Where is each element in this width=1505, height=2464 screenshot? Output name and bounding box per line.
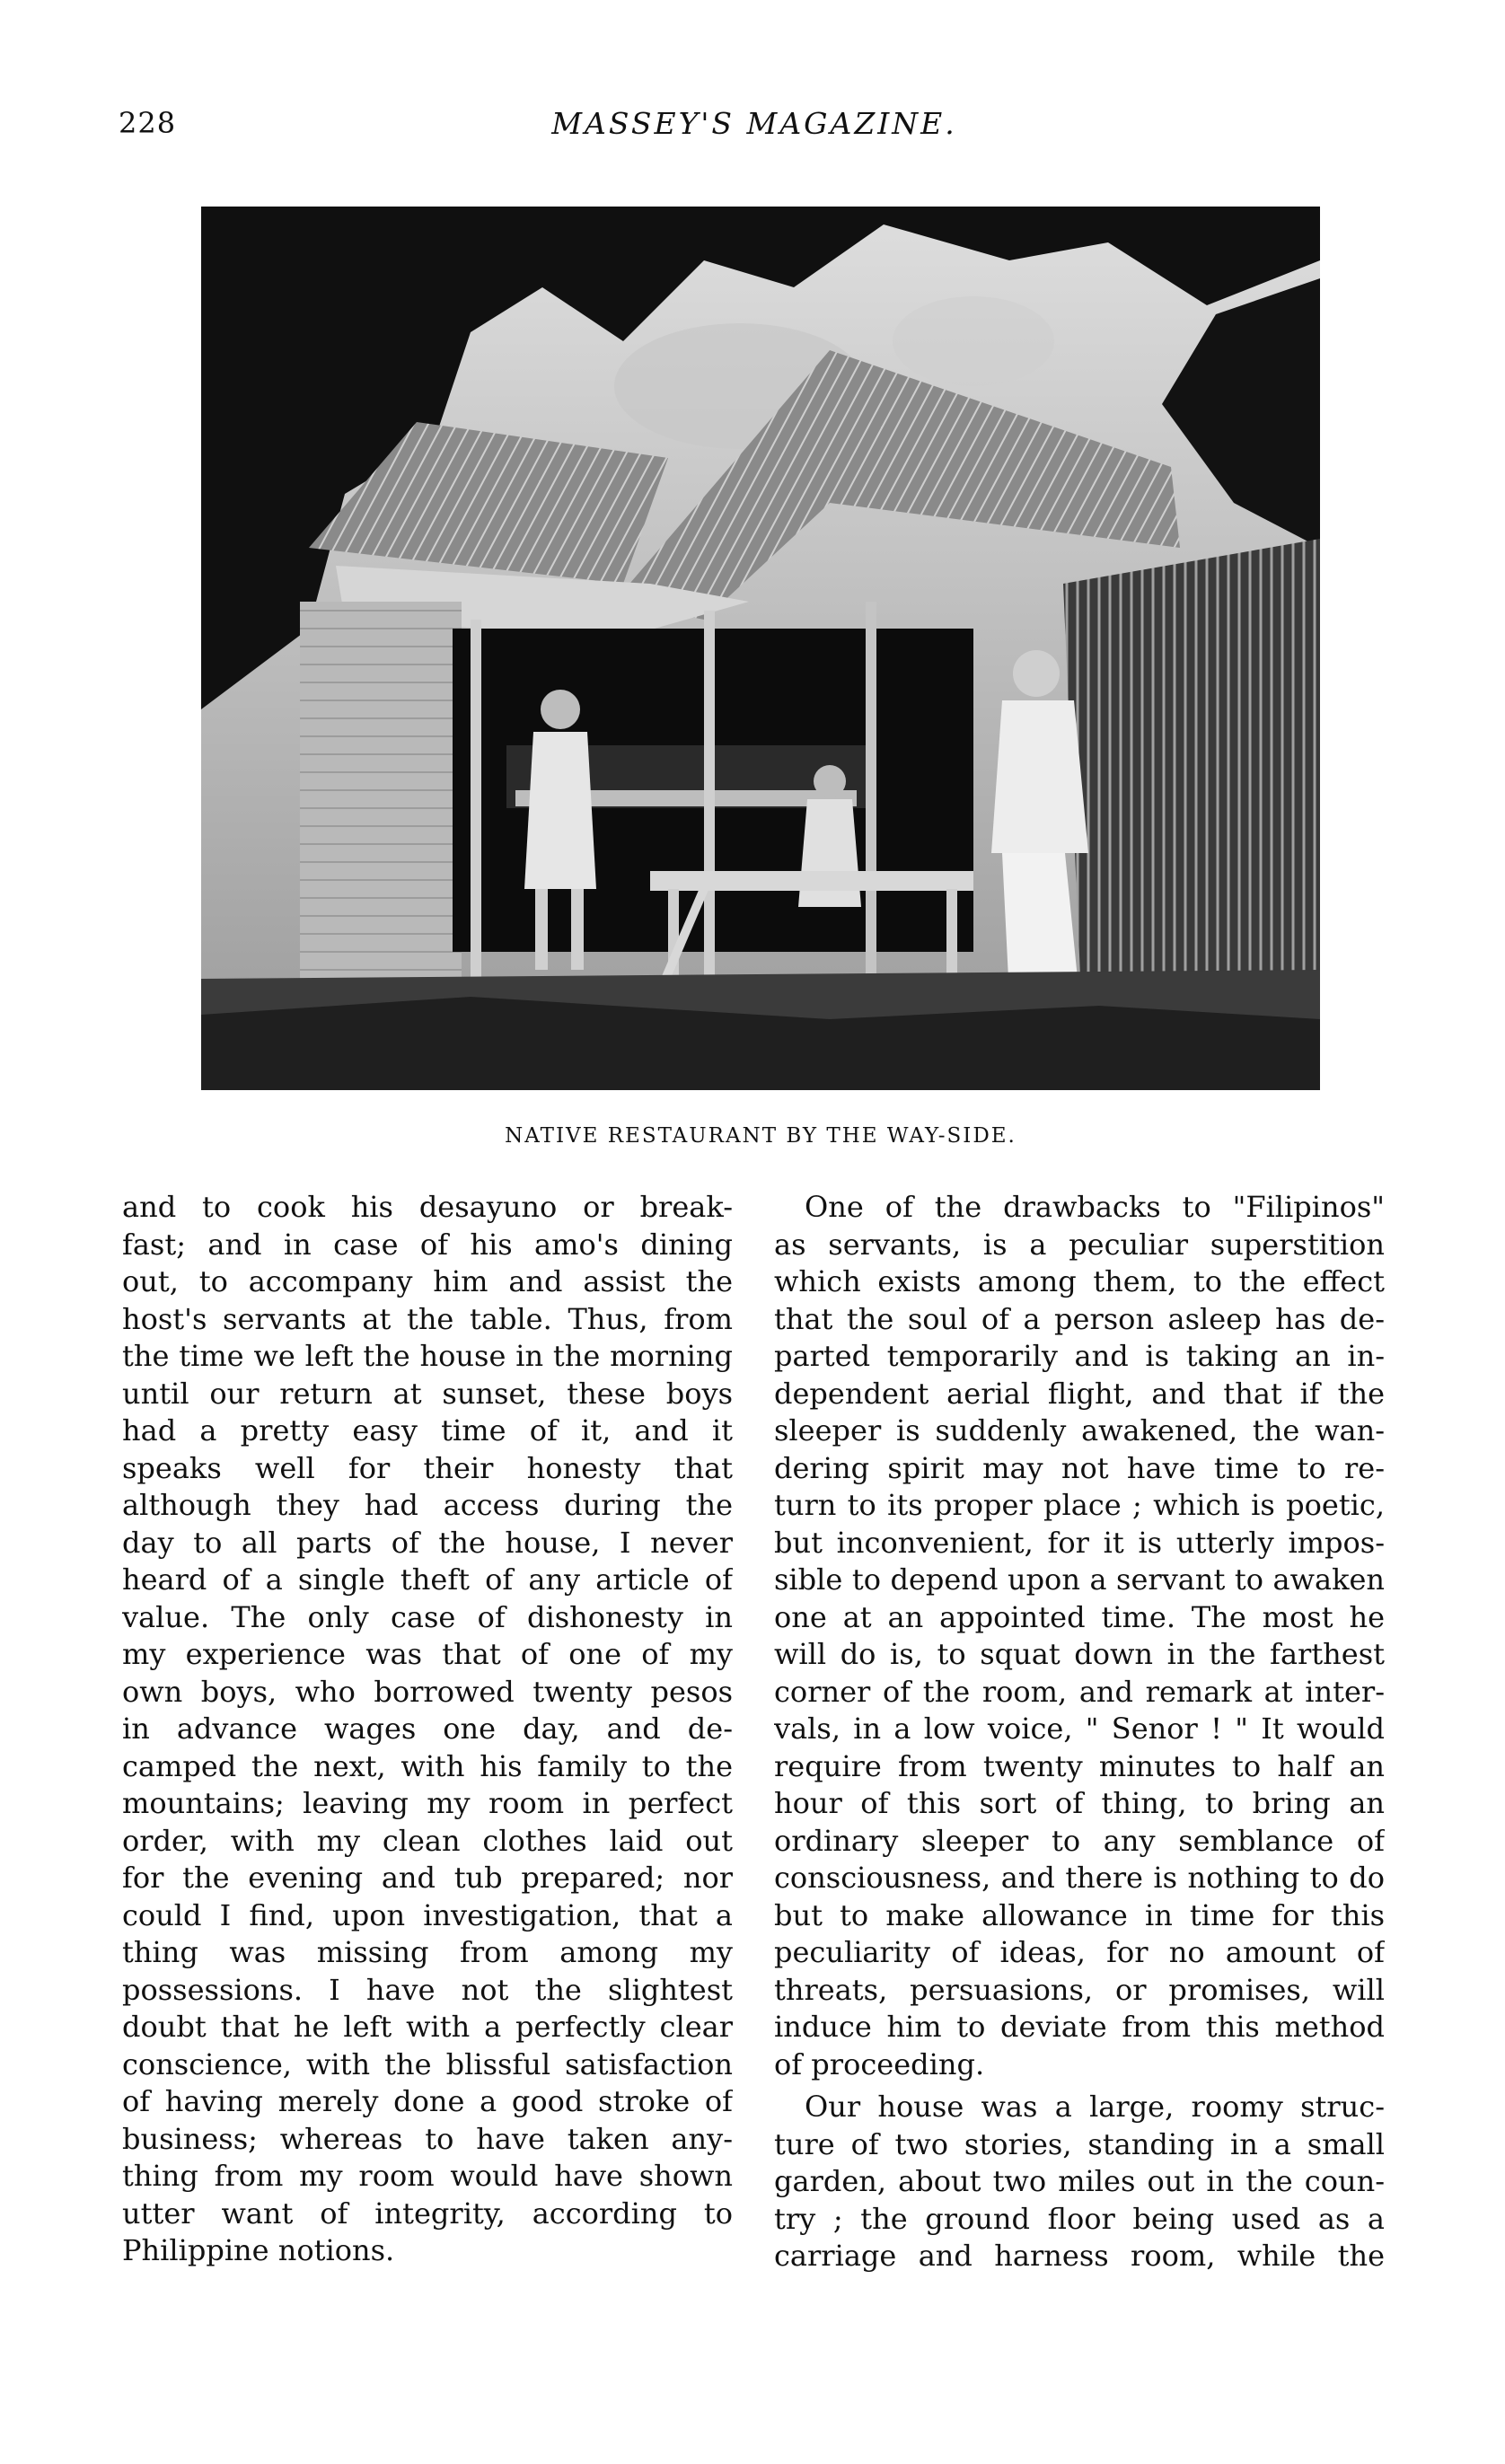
text-line: business; whereas to have taken any- (122, 2121, 733, 2156)
text-line: parted temporarily and is taking an in- (774, 1339, 1385, 1373)
text-line: one at an appointed time. The most he (774, 1599, 1385, 1634)
text-line: corner of the room, and remark at inter- (774, 1674, 1385, 1709)
text-line: and to cook his desayuno or break- (122, 1190, 733, 1224)
text-line: but inconvenient, for it is utterly impos- (774, 1525, 1385, 1560)
text-line: Our house was a large, roomy struc- (805, 2090, 1385, 2124)
text-line: vals, in a low voice, " Senor ! " It would (774, 1712, 1385, 1746)
text-line: threats, persuasions, or promises, will (774, 1972, 1385, 2007)
photograph-native-restaurant (201, 207, 1320, 1090)
text-line: thing was missing from among my (122, 1935, 733, 1969)
text-line: hour of this sort of thing, to bring an (774, 1786, 1385, 1820)
text-line: which exists among them, to the effect (774, 1264, 1385, 1298)
text-line: value. The only case of dishonesty in (122, 1599, 733, 1634)
text-line: heard of a single theft of any article of (122, 1562, 733, 1597)
text-line: consciousness, and there is nothing to do (774, 1861, 1385, 1895)
page-number: 228 (119, 106, 177, 140)
text-line: although they had access during the (122, 1488, 733, 1522)
text-line: day to all parts of the house, I never (122, 1525, 733, 1560)
text-line: induce him to deviate from this method (774, 2010, 1385, 2044)
text-line: of having merely done a good stroke of (122, 2084, 733, 2118)
photo-sky-patch (893, 296, 1054, 386)
right-text-column (774, 1189, 1385, 2275)
photo-left-wall (300, 602, 462, 979)
text-line: ordinary sleeper to any semblance of (774, 1823, 1385, 1858)
left-text-column (122, 1189, 733, 2270)
text-line: possessions. I have not the slightest (122, 1972, 733, 2007)
text-line: until our return at sunset, these boys (122, 1376, 733, 1411)
photo-post (704, 611, 715, 997)
text-line: dependent aerial flight, and that if the (774, 1376, 1385, 1411)
text-line: camped the next, with his family to the (122, 1748, 733, 1783)
text-line: in advance wages one day, and de- (122, 1712, 733, 1746)
text-line: as servants, is a peculiar superstition (774, 1227, 1385, 1262)
text-line: had a pretty easy time of it, and it (122, 1413, 733, 1448)
text-line: could I find, upon investigation, that a (122, 1897, 733, 1932)
text-line: mountains; leaving my room in perfect (122, 1786, 733, 1820)
text-line: will do is, to squat down in the farthest (774, 1637, 1385, 1671)
photo-post (471, 620, 481, 997)
text-line: that the soul of a person asleep has de- (774, 1301, 1385, 1336)
text-line: conscience, with the blissful satisfaction (122, 2046, 733, 2081)
text-line: sleeper is suddenly awakened, the wan- (774, 1413, 1385, 1448)
text-line: order, with my clean clothes laid out (122, 1823, 733, 1858)
photo-caption: NATIVE RESTAURANT BY THE WAY-SIDE. (505, 1124, 1017, 1148)
text-line: the time we left the house in the morning (122, 1339, 733, 1373)
text-line: doubt that he left with a perfectly clear (122, 2010, 733, 2044)
text-line: out, to accompany him and assist the (122, 1264, 733, 1298)
text-line: carriage and harness room, while the (774, 2239, 1385, 2273)
text-line: One of the drawbacks to "Filipinos" (805, 1190, 1385, 1224)
text-line: speaks well for their honesty that (122, 1450, 733, 1485)
text-line: Philippine notions. (122, 2233, 395, 2267)
text-line: for the evening and tub prepared; nor (122, 1861, 733, 1895)
text-line: peculiarity of ideas, for no amount of (774, 1935, 1385, 1969)
text-line: require from twenty minutes to half an (774, 1748, 1385, 1783)
text-line: ture of two stories, standing in a small (774, 2126, 1385, 2161)
text-line: utter want of integrity, according to (122, 2196, 733, 2231)
text-line: garden, about two miles out in the coun- (774, 2164, 1385, 2198)
text-line: dering spirit may not have time to re- (774, 1450, 1385, 1485)
photograph-illustration (201, 207, 1320, 1090)
text-line: try ; the ground floor being used as a (774, 2201, 1385, 2236)
text-line: sible to depend upon a servant to awaken (774, 1562, 1385, 1597)
photo-post (866, 602, 876, 988)
text-line: my experience was that of one of my (122, 1637, 733, 1671)
text-line: own boys, who borrowed twenty pesos (122, 1674, 733, 1709)
text-line: host's servants at the table. Thus, from (122, 1301, 733, 1336)
text-line: but to make allowance in time for this (774, 1897, 1385, 1932)
text-line: turn to its proper place ; which is poetic, (774, 1488, 1385, 1522)
text-line: thing from my room would have shown (122, 2159, 733, 2193)
running-title: MASSEY'S MAGAZINE. (551, 106, 957, 141)
text-line: fast; and in case of his amo's dining (122, 1227, 733, 1262)
photo-bamboo-fence (1063, 539, 1320, 997)
text-line: of proceeding. (774, 2046, 985, 2081)
